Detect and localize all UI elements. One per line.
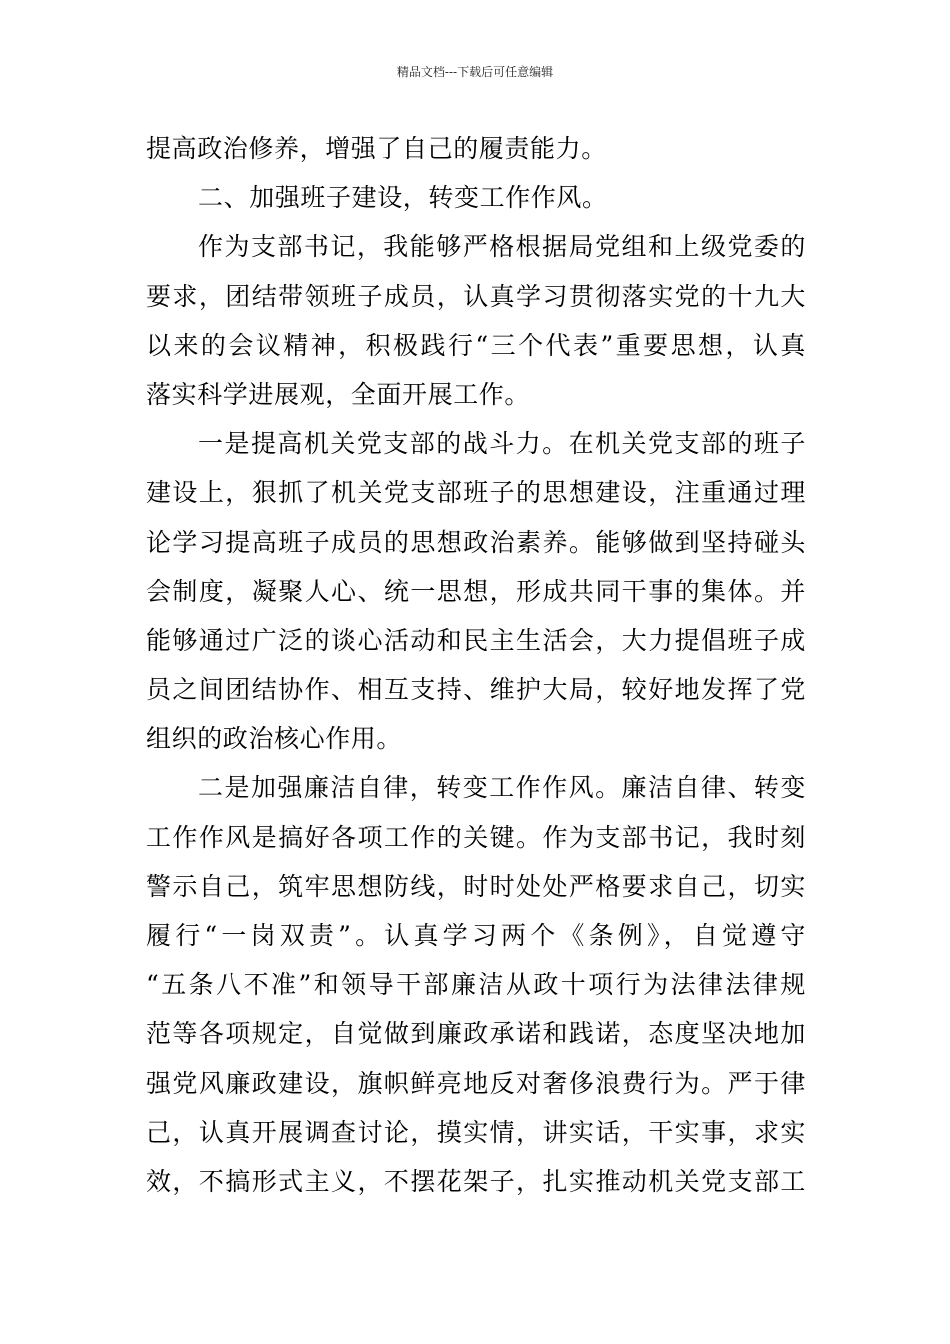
text-line: 己，认真开展调查讨论，摸实情，讲实话，干实事，求实 [146,1117,806,1147]
text-line: 组织的政治核心作用。 [146,724,403,754]
text-line: 一是提高机关党支部的战斗力。在机关党支部的班子 [198,429,806,459]
text-line: 员之间团结协作、相互支持、维护大局，较好地发挥了党 [146,675,806,705]
text-line: 落实科学进展观，全面开展工作。 [146,379,531,409]
text-line: 作为支部书记，我能够严格根据局党组和上级党委的 [198,232,806,262]
text-line: 二是加强廉洁自律，转变工作作风。廉洁自律、转变 [198,773,806,803]
text-line: 工作作风是搞好各项工作的关键。作为支部书记，我时刻 [146,822,806,852]
text-line: 强党风廉政建设，旗帜鲜亮地反对奢侈浪费行为。严于律 [146,1068,806,1098]
text-line: 警示自己，筑牢思想防线，时时处处严格要求自己，切实 [146,871,806,901]
text-line: 效，不搞形式主义，不摆花架子，扎实推动机关党支部工 [146,1166,806,1196]
text-line: 能够通过广泛的谈心活动和民主生活会，大力提倡班子成 [146,625,806,655]
text-line: 以来的会议精神，积极践行“三个代表”重要思想，认真 [146,330,806,360]
text-line: 论学习提高班子成员的思想政治素养。能够做到坚持碰头 [146,527,806,557]
text-line: 会制度，凝聚人心、统一思想，形成共同干事的集体。并 [146,576,806,606]
text-line: 范等各项规定，自觉做到廉政承诺和践诺，态度坚决地加 [146,1019,806,1049]
document-body [146,124,806,1206]
text-line: 要求，团结带领班子成员，认真学习贯彻落实党的十九大 [146,281,806,311]
text-line: “五条八不准”和领导干部廉洁从政十项行为法律法律规 [146,970,806,1000]
text-line: 二、加强班子建设，转变工作作风。 [198,183,608,213]
page-header: 精品文档---下载后可任意编辑 [396,65,554,79]
text-line: 建设上，狠抓了机关党支部班子的思想建设，注重通过理 [146,478,806,508]
text-line: 履行“一岗双责”。认真学习两个《条例》，自觉遵守 [146,921,806,950]
text-line: 提高政治修养，增强了自己的履责能力。 [146,134,607,163]
